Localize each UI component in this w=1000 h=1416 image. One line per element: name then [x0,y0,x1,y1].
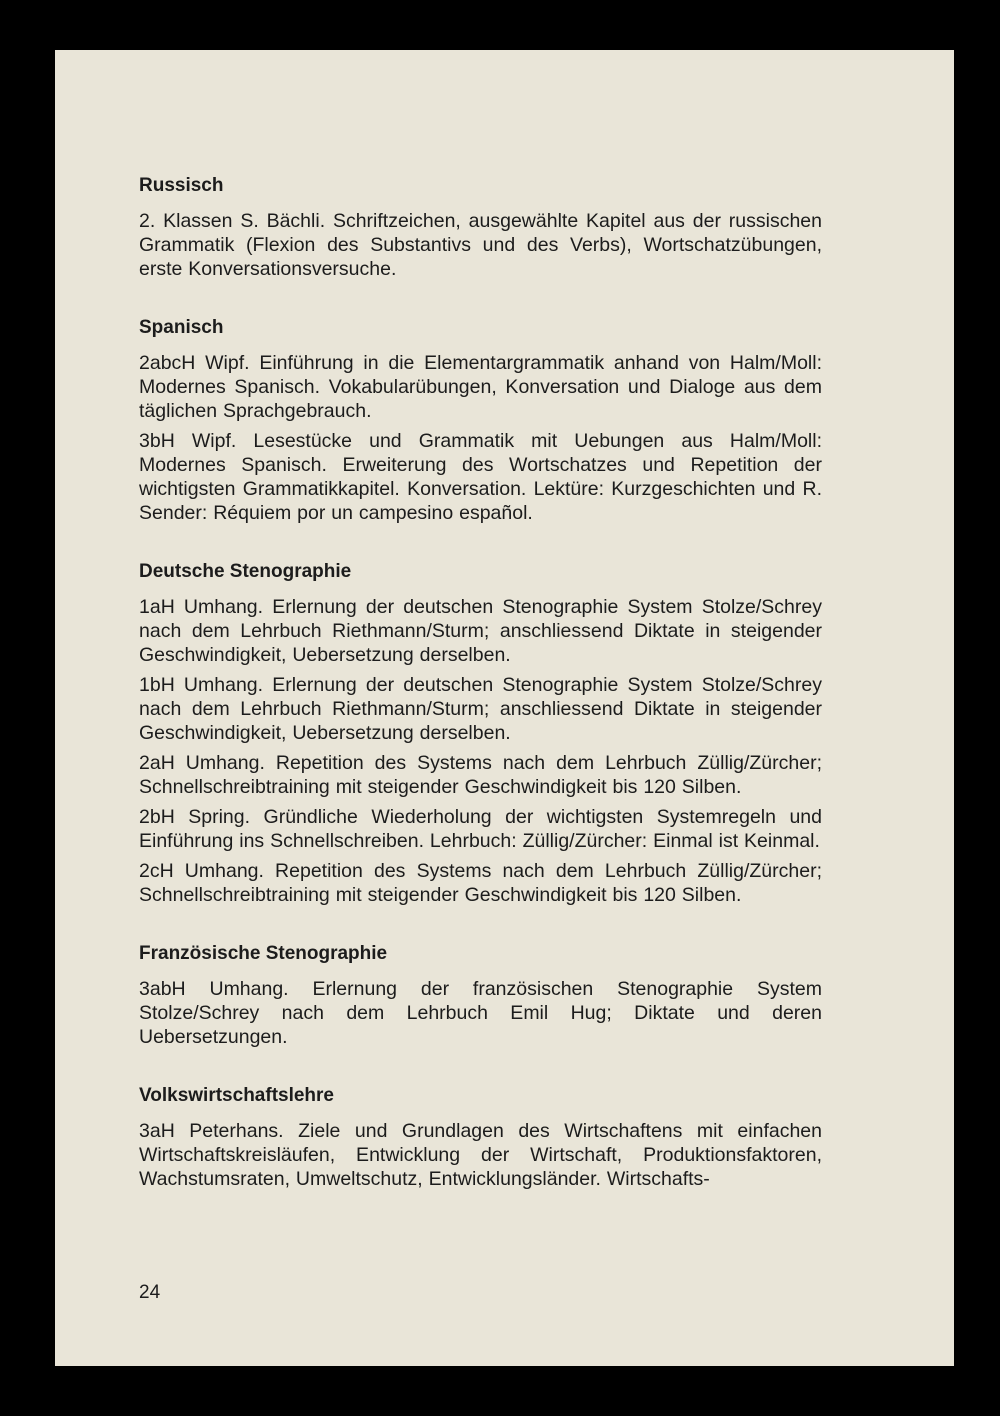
paragraph: 2abcH Wipf. Einführung in die Elementargrammatik anhand von Halm/Moll: Modernes Spanisch. Vokabularübungen, Konversation und Dialoge aus dem täglichen Sprachgebrauch. [139,352,822,422]
section-spanisch [139,316,822,525]
paragraph: 3abH Umhang. Erlernung der französischen Stenographie System Stolze/Schrey nach dem Lehrbuch Emil Hug; Diktate und deren Uebersetzungen. [139,978,822,1048]
section-heading: Spanisch [139,317,224,338]
section-franzoesische-stenographie [139,942,822,1049]
section-heading: Französische Stenographie [139,943,388,964]
section-russisch [139,174,822,281]
document-page [55,50,954,1366]
section-heading: Volkswirtschaftslehre [139,1085,335,1106]
page-content [139,174,822,1226]
section-heading: Deutsche Stenographie [139,561,352,582]
section-volkswirtschaftslehre [139,1084,822,1191]
paragraph: 2. Klassen S. Bächli. Schriftzeichen, ausgewählte Kapitel aus der russischen Grammatik (Flexion des Substantivs und des Verbs), Wortschatzübungen, erste Konversationsversuche. [139,210,822,280]
section-heading: Russisch [139,175,224,196]
paragraph: 2aH Umhang. Repetition des Systems nach dem Lehrbuch Züllig/Zürcher; Schnellschreibtraining mit steigender Geschwindigkeit bis 120 Silben. [139,752,822,798]
paragraph: 3aH Peterhans. Ziele und Grundlagen des Wirtschaftens mit einfachen Wirtschaftskreisläufen, Entwicklung der Wirtschaft, Produktionsfaktoren, Wachstumsraten, Umweltschutz, Entwicklungsländer. Wirtschafts- [139,1120,822,1190]
paragraph: 2cH Umhang. Repetition des Systems nach dem Lehrbuch Züllig/Zürcher; Schnellschreibtraining mit steigender Geschwindigkeit bis 120 Silben. [139,860,822,906]
paragraph: 2bH Spring. Gründliche Wiederholung der wichtigsten Systemregeln und Einführung ins Schnellschreiben. Lehrbuch: Züllig/Zürcher: Einmal ist Keinmal. [139,806,822,852]
paragraph: 1bH Umhang. Erlernung der deutschen Stenographie System Stolze/Schrey nach dem Lehrbuch Riethmann/Sturm; anschliessend Diktate in steigender Geschwindigkeit, Uebersetzung derselben. [139,674,822,744]
page-number: 24 [139,1282,161,1303]
paragraph: 1aH Umhang. Erlernung der deutschen Stenographie System Stolze/Schrey nach dem Lehrbuch Riethmann/Sturm; anschliessend Diktate in steigender Geschwindigkeit, Uebersetzung derselben. [139,596,822,666]
paragraph: 3bH Wipf. Lesestücke und Grammatik mit Uebungen aus Halm/Moll: Modernes Spanisch. Erweiterung des Wortschatzes und Repetition der wichtigsten Grammatikkapitel. Konversation. Lektüre: Kurzgeschichten und R. Sender: Réquiem por un campesino español. [139,430,822,524]
section-deutsche-stenographie [139,560,822,907]
